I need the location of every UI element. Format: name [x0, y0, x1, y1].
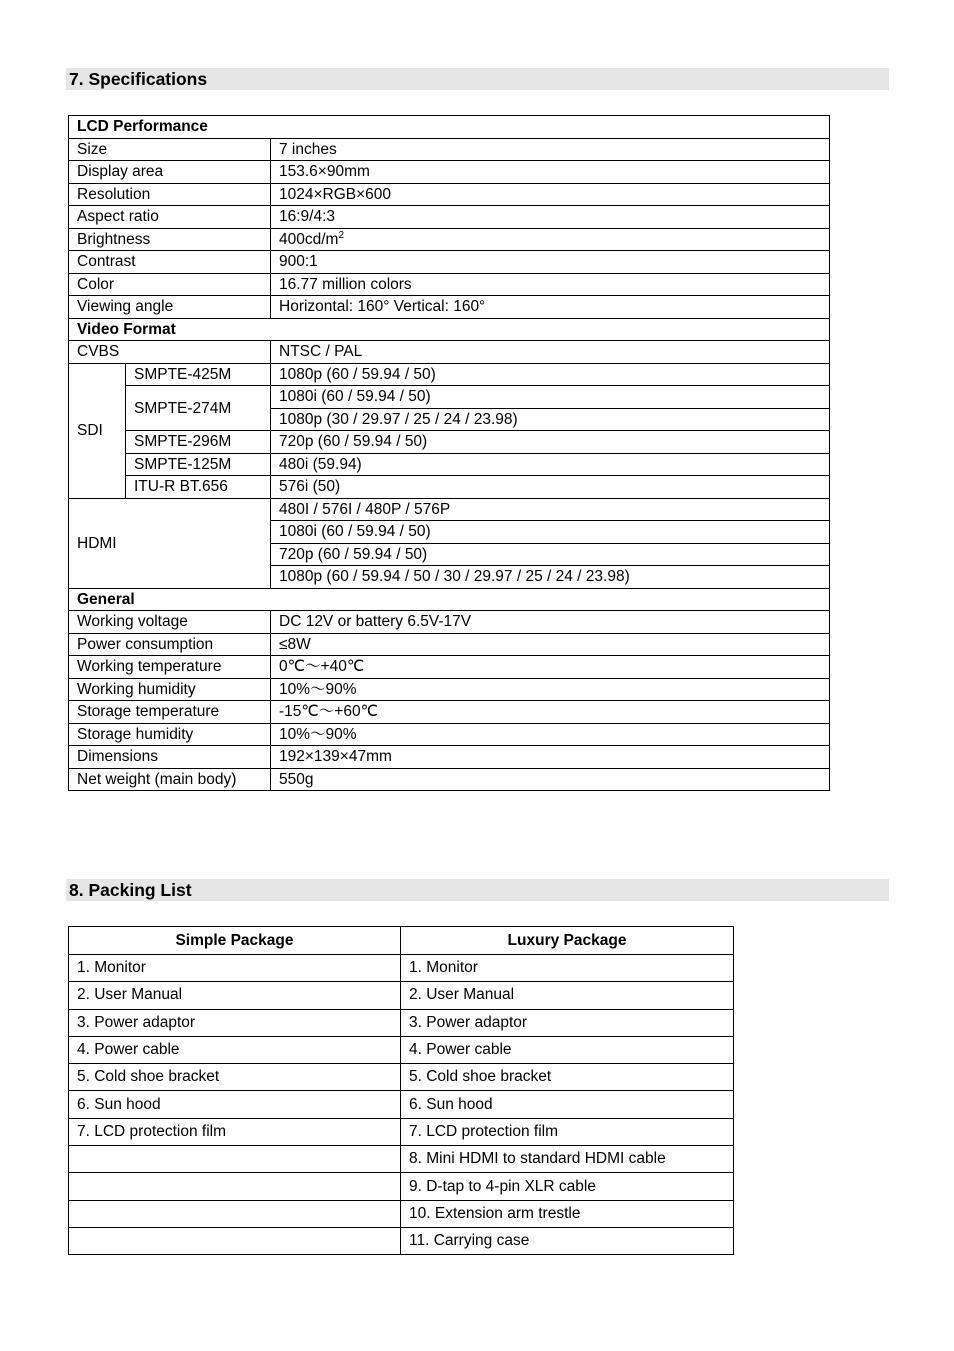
simple-package-item: [69, 1227, 401, 1254]
packing-row: [69, 1036, 734, 1063]
spec-value: 480I / 576I / 480P / 576P: [271, 498, 830, 521]
spec-label: Size: [69, 138, 271, 161]
simple-package-item: 5. Cold shoe bracket: [69, 1064, 401, 1091]
group-header-row: [69, 588, 830, 611]
spec-value-text: 7 inches: [279, 140, 337, 158]
spec-value: DC 12V or battery 6.5V-17V: [271, 611, 830, 634]
spec-value: 550g: [271, 768, 830, 791]
spec-row: [69, 723, 830, 746]
sdi-label: SDI: [69, 363, 126, 498]
sdi-standard: SMPTE-296M: [126, 431, 271, 454]
hdmi-row: [69, 498, 830, 521]
simple-package-item: 1. Monitor: [69, 955, 401, 982]
sdi-standard: ITU-R BT.656: [126, 476, 271, 499]
simple-package-item: 7. LCD protection film: [69, 1118, 401, 1145]
packing-row: [69, 1173, 734, 1200]
spec-value: 192×139×47mm: [271, 746, 830, 769]
luxury-package-item: 10. Extension arm trestle: [401, 1200, 734, 1227]
sdi-row: [69, 386, 830, 409]
luxury-package-item: 6. Sun hood: [401, 1091, 734, 1118]
spec-value: [271, 161, 830, 184]
spec-label: Working temperature: [69, 656, 271, 679]
spec-row: [69, 296, 830, 319]
luxury-package-item: 1. Monitor: [401, 955, 734, 982]
spec-value: [271, 138, 830, 161]
luxury-package-item: 3. Power adaptor: [401, 1009, 734, 1036]
superscript: 2: [338, 229, 345, 241]
spec-label: Brightness: [69, 228, 271, 251]
hdmi-label: HDMI: [69, 498, 271, 588]
spec-value: 1080i (60 / 59.94 / 50): [271, 386, 830, 409]
simple-package-item: [69, 1146, 401, 1173]
simple-package-item: [69, 1173, 401, 1200]
simple-package-item: 4. Power cable: [69, 1036, 401, 1063]
spec-value: 480i (59.94): [271, 453, 830, 476]
spec-label: Net weight (main body): [69, 768, 271, 791]
spec-row: [69, 251, 830, 274]
packing-header-row: [69, 927, 734, 955]
luxury-package-item: 2. User Manual: [401, 982, 734, 1009]
spec-label: Working humidity: [69, 678, 271, 701]
packing-row: [69, 955, 734, 982]
column-header-luxury: Luxury Package: [401, 927, 734, 955]
simple-package-item: [69, 1200, 401, 1227]
spec-value-text: 400cd/m: [279, 230, 339, 248]
spec-value: 10%～90%: [271, 723, 830, 746]
spec-label: CVBS: [69, 341, 271, 364]
spec-row: [69, 273, 830, 296]
spec-label: Power consumption: [69, 633, 271, 656]
sdi-row: [69, 453, 830, 476]
spec-row: [69, 206, 830, 229]
spec-value: 1080p (30 / 29.97 / 25 / 24 / 23.98): [271, 408, 830, 431]
sdi-standard: SMPTE-425M: [126, 363, 271, 386]
spec-value-text: Horizontal: 160° Vertical: 160°: [279, 298, 486, 316]
packing-row: [69, 1091, 734, 1118]
luxury-package-item: 9. D-tap to 4-pin XLR cable: [401, 1173, 734, 1200]
spec-row: [69, 228, 830, 251]
spec-row: [69, 161, 830, 184]
spec-value-text: 1024×RGB×600: [279, 185, 392, 203]
spec-row: [69, 768, 830, 791]
spec-row: [69, 633, 830, 656]
packing-row: [69, 1064, 734, 1091]
spec-value: [271, 206, 830, 229]
simple-package-item: 6. Sun hood: [69, 1091, 401, 1118]
spec-value-text: 900:1: [279, 253, 318, 271]
simple-package-item: 3. Power adaptor: [69, 1009, 401, 1036]
group-header-general: General: [69, 588, 830, 611]
sdi-standard: SMPTE-274M: [126, 386, 271, 431]
spec-row: [69, 701, 830, 724]
packing-row: [69, 1227, 734, 1254]
spec-row: [69, 746, 830, 769]
spec-value: 720p (60 / 59.94 / 50): [271, 543, 830, 566]
specifications-heading: 7. Specifications: [66, 68, 889, 90]
spec-value: 576i (50): [271, 476, 830, 499]
packing-row: [69, 1146, 734, 1173]
spec-row: [69, 656, 830, 679]
sdi-standard: SMPTE-125M: [126, 453, 271, 476]
spec-label: Storage temperature: [69, 701, 271, 724]
spec-value: [271, 251, 830, 274]
spec-row: [69, 138, 830, 161]
spec-value-text: 16:9/4:3: [279, 208, 336, 226]
spec-value: -15℃～+60℃: [271, 701, 830, 724]
spec-label: Contrast: [69, 251, 271, 274]
spec-value: 720p (60 / 59.94 / 50): [271, 431, 830, 454]
spec-row: [69, 183, 830, 206]
luxury-package-item: 11. Carrying case: [401, 1227, 734, 1254]
spec-value: ≤8W: [271, 633, 830, 656]
spec-label: Working voltage: [69, 611, 271, 634]
spec-label: Color: [69, 273, 271, 296]
luxury-package-item: 7. LCD protection film: [401, 1118, 734, 1145]
simple-package-item: 2. User Manual: [69, 982, 401, 1009]
spec-value: NTSC / PAL: [271, 341, 830, 364]
sdi-row: [69, 476, 830, 499]
group-header-video: Video Format: [69, 318, 830, 341]
spec-value: [271, 183, 830, 206]
spec-value-text: 153.6×90mm: [279, 163, 370, 181]
sdi-row: [69, 363, 830, 386]
spec-label: Resolution: [69, 183, 271, 206]
spec-label: Storage humidity: [69, 723, 271, 746]
packing-list-heading: 8. Packing List: [66, 879, 889, 901]
luxury-package-item: 5. Cold shoe bracket: [401, 1064, 734, 1091]
spec-value: 1080p (60 / 59.94 / 50): [271, 363, 830, 386]
spec-value: 10%～90%: [271, 678, 830, 701]
spec-label: Display area: [69, 161, 271, 184]
luxury-package-item: 8. Mini HDMI to standard HDMI cable: [401, 1146, 734, 1173]
spec-value: 1080p (60 / 59.94 / 50 / 30 / 29.97 / 25 / 24 / 23.98): [271, 566, 830, 589]
spec-value: [271, 228, 830, 251]
packing-row: [69, 1118, 734, 1145]
spec-value: [271, 273, 830, 296]
group-header-lcd: LCD Performance: [69, 116, 830, 139]
packing-row: [69, 982, 734, 1009]
spec-row: [69, 341, 830, 364]
group-header-row: [69, 116, 830, 139]
packing-row: [69, 1009, 734, 1036]
spec-row: [69, 678, 830, 701]
spec-label: Dimensions: [69, 746, 271, 769]
packing-row: [69, 1200, 734, 1227]
spec-label: Aspect ratio: [69, 206, 271, 229]
packing-list-table: [68, 926, 734, 1255]
spec-value: 1080i (60 / 59.94 / 50): [271, 521, 830, 544]
spec-row: [69, 611, 830, 634]
spec-value: 0℃～+40℃: [271, 656, 830, 679]
group-header-row: [69, 318, 830, 341]
column-header-simple: Simple Package: [69, 927, 401, 955]
spec-label: Viewing angle: [69, 296, 271, 319]
sdi-row: [69, 431, 830, 454]
luxury-package-item: 4. Power cable: [401, 1036, 734, 1063]
specifications-table: [68, 115, 830, 791]
spec-value: [271, 296, 830, 319]
spec-value-text: 16.77 million colors: [279, 275, 412, 293]
